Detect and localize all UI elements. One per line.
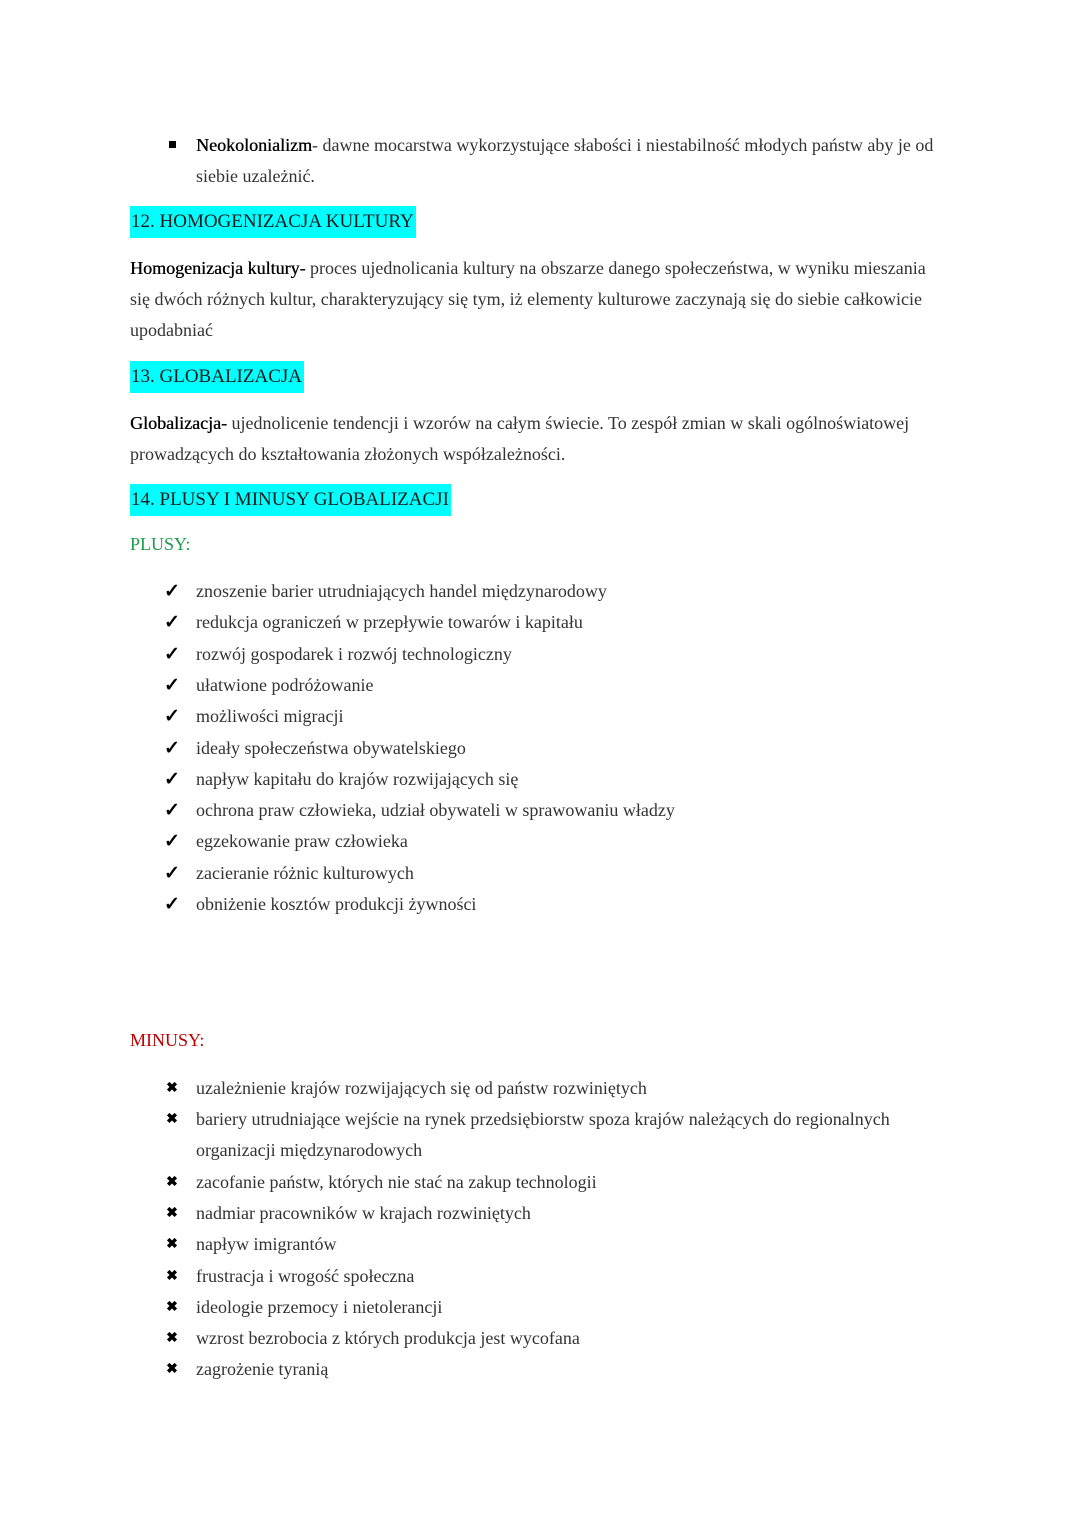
- plus-item-text: egzekowanie praw człowieka: [196, 831, 408, 852]
- minus-item-text: uzależnienie krajów rozwijających się od państw rozwiniętych: [196, 1078, 647, 1098]
- plus-item-text: znoszenie barier utrudniających handel międzynarodowy: [196, 581, 607, 601]
- checkmark-icon: ✓: [164, 643, 180, 665]
- minus-item-text: frustracja i wrogość społeczna: [196, 1266, 415, 1286]
- minus-item-text: wzrost bezrobocia z których produkcja jest wycofana: [196, 1328, 580, 1348]
- checkmark-icon: ✓: [164, 768, 180, 790]
- cross-icon: ✖: [166, 1237, 178, 1252]
- plus-item-text: ideały społeczeństwa obywatelskiego: [196, 737, 466, 758]
- cross-icon: ✖: [166, 1300, 178, 1315]
- homogenizacja-term: Homogenizacja kultury-: [130, 258, 306, 278]
- minus-item-text: ideologie przemocy i nietolerancji: [196, 1297, 443, 1317]
- checkmark-icon: ✓: [164, 612, 180, 634]
- neokolonializm-term: Neokolonializm: [196, 135, 312, 155]
- checkmark-icon: ✓: [164, 894, 180, 915]
- checkmark-icon: ✓: [164, 674, 180, 696]
- cross-icon: ✖: [166, 1175, 178, 1190]
- homogenizacja-definition: proces ujednolicania kultury na obszarze danego społeczeństwa, w wyniku mieszania się dwóch różnych kultur, charakteryzujący się tym, iż elementy kulturowe zaczynają się do siebie całkowicie upodabniać: [130, 258, 926, 340]
- plus-item-text: rozwój gospodarek i rozwój technologiczny: [196, 643, 512, 664]
- checkmark-icon: ✓: [164, 831, 180, 853]
- plus-item-text: możliwości migracji: [196, 706, 344, 727]
- minus-item-text: zacofanie państw, których nie stać na zakup technologii: [196, 1172, 597, 1192]
- section-14-heading: 14. PLUSY I MINUSY GLOBALIZACJI: [130, 484, 451, 516]
- section-13-heading: 13. GLOBALIZACJA: [130, 361, 304, 393]
- neokolonializm-definition: - dawne mocarstwa wykorzystujące słabości i niestabilność młodych państw aby je od siebie uzależnić.: [196, 135, 934, 186]
- plus-item-text: napływ kapitału do krajów rozwijających się: [196, 768, 519, 789]
- checkmark-icon: ✓: [164, 706, 180, 728]
- globalizacja-definition: ujednolicenie tendencji i wzorów na całym świecie. To zespół zmian w skali ogólnoświatowej prowadzących do kształtowania złożonych współzależności.: [130, 413, 910, 464]
- plus-label: PLUSY:: [130, 534, 191, 554]
- cross-icon: ✖: [166, 1269, 178, 1284]
- square-bullet-icon: [162, 130, 182, 153]
- minus-item-text: bariery utrudniające wejście na rynek przedsiębiorstw spoza krajów należących do regionalnych organizacji międzynarodowych: [196, 1109, 890, 1160]
- homogenizacja-paragraph: [130, 253, 930, 346]
- section-12-heading: 12. HOMOGENIZACJA KULTURY: [130, 206, 416, 238]
- globalizacja-term: Globalizacja-: [130, 413, 227, 433]
- cross-icon: ✖: [166, 1081, 178, 1096]
- cross-icon: ✖: [166, 1331, 178, 1346]
- plus-item-text: ochrona praw człowieka, udział obywateli w sprawowaniu władzy: [196, 800, 675, 821]
- checkmark-icon: ✓: [164, 862, 180, 884]
- plus-item-text: redukcja ograniczeń w przepływie towarów i kapitału: [196, 612, 583, 633]
- globalizacja-paragraph: [130, 408, 930, 470]
- plus-item-text: ułatwione podróżowanie: [196, 674, 374, 695]
- minus-item-text: napływ imigrantów: [196, 1234, 337, 1254]
- plus-item-text: obniżenie kosztów produkcji żywności: [196, 894, 477, 914]
- cross-icon: ✖: [166, 1206, 178, 1221]
- cross-icon: ✖: [166, 1112, 178, 1127]
- minus-item-text: zagrożenie tyranią: [196, 1359, 329, 1379]
- cross-icon: ✖: [166, 1362, 178, 1377]
- minus-item-text: nadmiar pracowników w krajach rozwiniętych: [196, 1203, 531, 1223]
- checkmark-icon: ✓: [164, 800, 180, 822]
- checkmark-icon: ✓: [164, 581, 180, 602]
- checkmark-icon: ✓: [164, 737, 180, 759]
- minus-label: MINUSY:: [130, 1030, 205, 1050]
- plus-item-text: zacieranie różnic kulturowych: [196, 862, 414, 883]
